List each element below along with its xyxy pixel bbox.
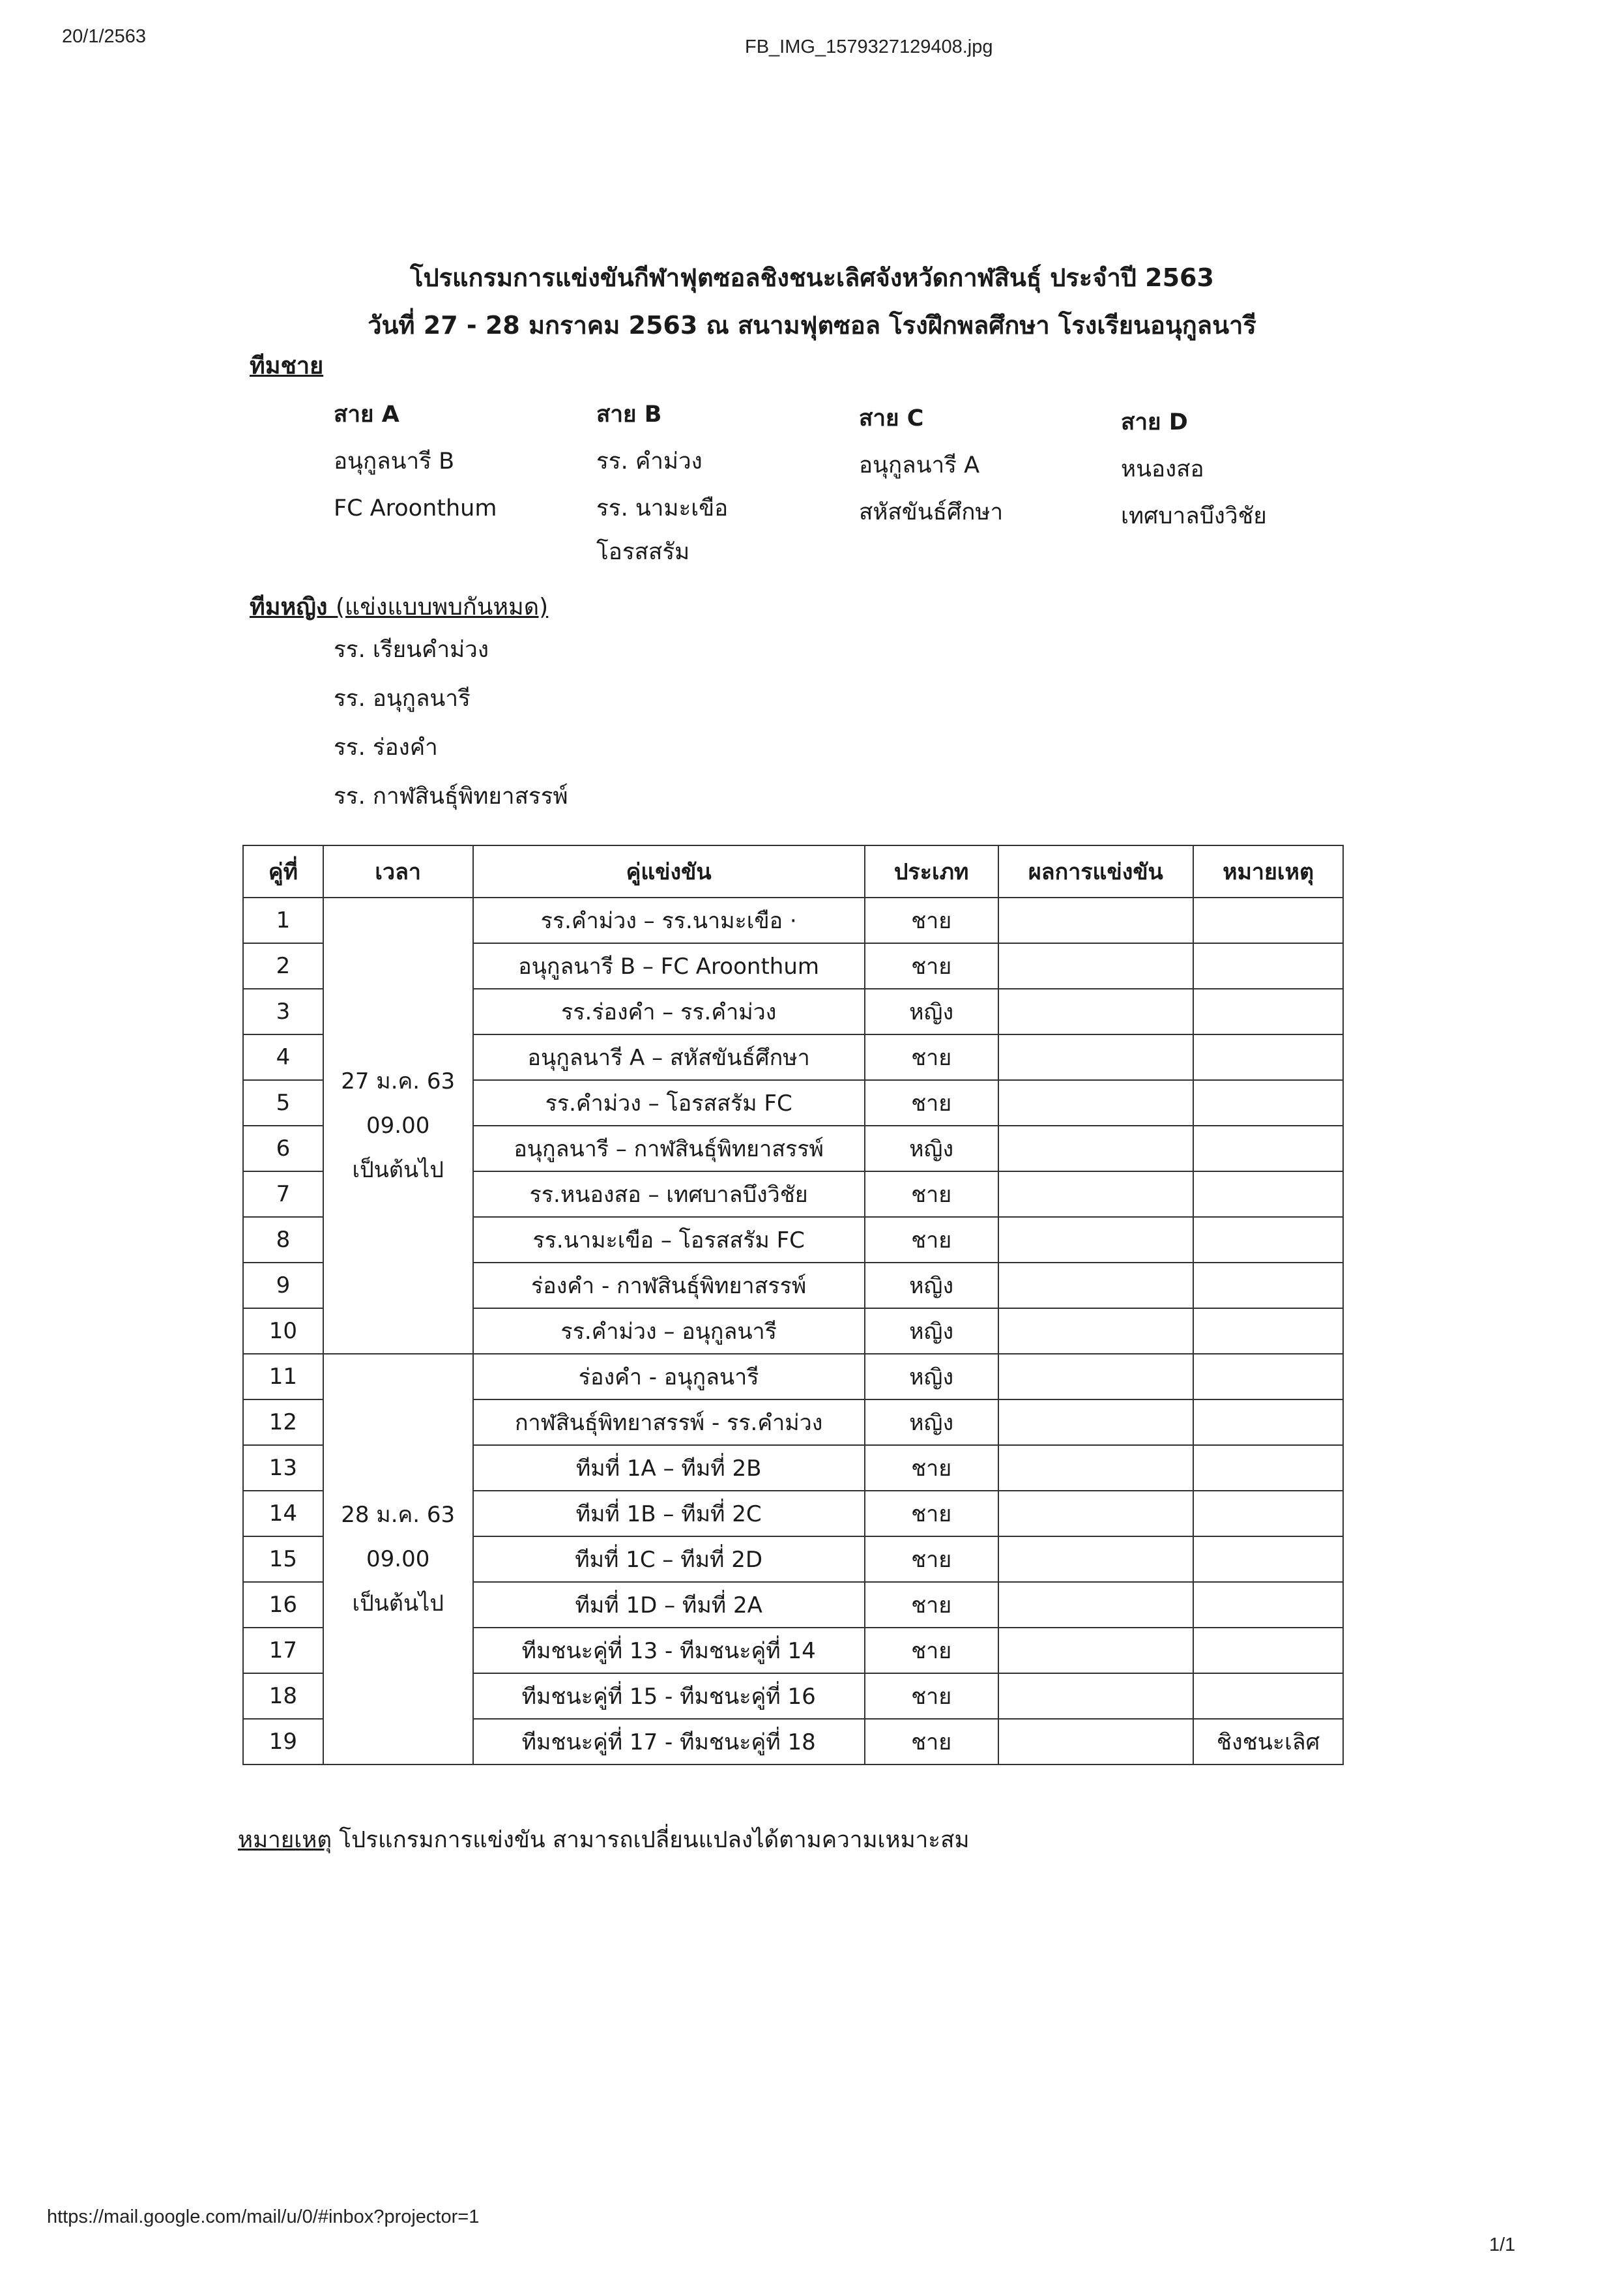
match-result bbox=[998, 1491, 1194, 1536]
match-note bbox=[1193, 1126, 1343, 1171]
match-note bbox=[1193, 898, 1343, 943]
group-name: สาย D bbox=[1121, 409, 1188, 435]
match-pairing: รร.นามะเขือ – โอรสสรัม FC bbox=[473, 1217, 865, 1263]
match-number: 11 bbox=[243, 1354, 323, 1399]
match-type: ชาย bbox=[865, 1080, 998, 1126]
match-result bbox=[998, 1217, 1194, 1263]
match-type: ชาย bbox=[865, 943, 998, 989]
men-group-c bbox=[859, 395, 1003, 536]
match-note bbox=[1193, 1034, 1343, 1080]
match-note bbox=[1193, 1171, 1343, 1217]
match-result bbox=[998, 1126, 1194, 1171]
match-type: ชาย bbox=[865, 1582, 998, 1628]
match-type: ชาย bbox=[865, 898, 998, 943]
column-header: เวลา bbox=[323, 845, 473, 898]
men-heading: ทีมชาย bbox=[250, 353, 324, 379]
match-type: หญิง bbox=[865, 1308, 998, 1354]
match-number: 16 bbox=[243, 1582, 323, 1628]
men-group-a bbox=[334, 391, 497, 532]
match-type: หญิง bbox=[865, 1399, 998, 1445]
match-number: 8 bbox=[243, 1217, 323, 1263]
match-number: 2 bbox=[243, 943, 323, 989]
match-type: ชาย bbox=[865, 1445, 998, 1491]
time-block-day2 bbox=[323, 1354, 473, 1764]
match-pairing: ร่องคำ - อนุกูลนารี bbox=[473, 1354, 865, 1399]
match-note bbox=[1193, 1354, 1343, 1399]
match-note bbox=[1193, 1080, 1343, 1126]
match-pairing: รร.คำม่วง – โอรสสรัม FC bbox=[473, 1080, 865, 1126]
match-result bbox=[998, 1308, 1194, 1354]
table-header-row bbox=[243, 845, 1343, 898]
match-result bbox=[998, 1354, 1194, 1399]
group-team: รร. คำม่วง bbox=[596, 448, 703, 475]
match-pairing: รร.ร่องคำ – รร.คำม่วง bbox=[473, 989, 865, 1034]
match-pairing: รร.คำม่วง – อนุกูลนารี bbox=[473, 1308, 865, 1354]
time-block-time: 09.00 bbox=[366, 1113, 430, 1139]
match-note bbox=[1193, 1628, 1343, 1673]
match-note: ชิงชนะเลิศ bbox=[1193, 1719, 1343, 1764]
match-number: 9 bbox=[243, 1263, 323, 1308]
time-block-label: เป็นต้นไป bbox=[352, 1590, 444, 1617]
match-result bbox=[998, 1034, 1194, 1080]
column-header: ประเภท bbox=[865, 845, 998, 898]
match-result bbox=[998, 1673, 1194, 1719]
print-date: 20/1/2563 bbox=[62, 26, 147, 47]
group-name: สาย C bbox=[859, 405, 924, 432]
match-type: หญิง bbox=[865, 989, 998, 1034]
print-url: https://mail.google.com/mail/u/0/#inbox?projector=1 bbox=[47, 2206, 480, 2227]
women-team: รร. อนุกูลนารี bbox=[334, 686, 471, 712]
match-type: ชาย bbox=[865, 1171, 998, 1217]
match-number: 1 bbox=[243, 898, 323, 943]
match-result bbox=[998, 1399, 1194, 1445]
match-type: ชาย bbox=[865, 1673, 998, 1719]
document-title-line1: โปรแกรมการแข่งขันกีฬาฟุตซอลชิงชนะเลิศจังหวัดกาฬสินธุ์ ประจำปี 2563 bbox=[410, 263, 1214, 292]
match-number: 17 bbox=[243, 1628, 323, 1673]
group-team: โอรสสรัม bbox=[596, 539, 690, 565]
group-team: หนองสอ bbox=[1121, 456, 1204, 482]
match-pairing: รร.หนองสอ – เทศบาลบึงวิชัย bbox=[473, 1171, 865, 1217]
group-team: FC Aroonthum bbox=[334, 495, 497, 521]
match-number: 18 bbox=[243, 1673, 323, 1719]
match-pairing: ทีมที่ 1C – ทีมที่ 2D bbox=[473, 1536, 865, 1582]
time-block-time: 09.00 bbox=[366, 1546, 430, 1572]
women-heading-subtitle: (แข่งแบบพบกันหมด) bbox=[336, 594, 549, 621]
document-title-line2: วันที่ 27 - 28 มกราคม 2563 ณ สนามฟุตซอล โรงฝึกพลศึกษา โรงเรียนอนุกูลนารี bbox=[368, 311, 1256, 340]
match-type: ชาย bbox=[865, 1217, 998, 1263]
match-pairing: ทีมชนะคู่ที่ 17 - ทีมชนะคู่ที่ 18 bbox=[473, 1719, 865, 1764]
women-heading-label: ทีมหญิง bbox=[250, 594, 328, 621]
match-note bbox=[1193, 1217, 1343, 1263]
match-note bbox=[1193, 1445, 1343, 1491]
match-note bbox=[1193, 1308, 1343, 1354]
match-number: 4 bbox=[243, 1034, 323, 1080]
women-heading bbox=[250, 588, 548, 625]
match-number: 6 bbox=[243, 1126, 323, 1171]
match-note bbox=[1193, 1536, 1343, 1582]
men-group-b bbox=[596, 391, 728, 576]
group-team: รร. นามะเขือ bbox=[596, 495, 729, 521]
match-number: 10 bbox=[243, 1308, 323, 1354]
men-group-d bbox=[1121, 399, 1267, 540]
women-team: รร. กาฬสินธุ์พิทยาสรรพ์ bbox=[334, 783, 568, 810]
match-note bbox=[1193, 989, 1343, 1034]
match-pairing: ร่องคำ - กาฬสินธุ์พิทยาสรรพ์ bbox=[473, 1263, 865, 1308]
match-type: หญิง bbox=[865, 1126, 998, 1171]
match-pairing: ทีมที่ 1D – ทีมที่ 2A bbox=[473, 1582, 865, 1628]
match-number: 15 bbox=[243, 1536, 323, 1582]
match-number: 3 bbox=[243, 989, 323, 1034]
match-type: ชาย bbox=[865, 1491, 998, 1536]
match-result bbox=[998, 1080, 1194, 1126]
time-block-date: 28 ม.ค. 63 bbox=[341, 1502, 456, 1528]
match-number: 13 bbox=[243, 1445, 323, 1491]
table-row bbox=[243, 1354, 1343, 1399]
group-team: อนุกูลนารี A bbox=[859, 452, 980, 478]
match-type: ชาย bbox=[865, 1628, 998, 1673]
match-pairing: กาฬสินธุ์พิทยาสรรพ์ - รร.คำม่วง bbox=[473, 1399, 865, 1445]
match-pairing: ทีมชนะคู่ที่ 15 - ทีมชนะคู่ที่ 16 bbox=[473, 1673, 865, 1719]
column-header: ผลการแข่งขัน bbox=[998, 845, 1194, 898]
match-number: 14 bbox=[243, 1491, 323, 1536]
column-header: คู่แข่งขัน bbox=[473, 845, 865, 898]
print-page-number: 1/1 bbox=[1489, 2234, 1516, 2255]
match-result bbox=[998, 1171, 1194, 1217]
match-type: ชาย bbox=[865, 1536, 998, 1582]
match-pairing: ทีมชนะคู่ที่ 13 - ทีมชนะคู่ที่ 14 bbox=[473, 1628, 865, 1673]
match-note bbox=[1193, 1399, 1343, 1445]
match-note bbox=[1193, 1263, 1343, 1308]
match-result bbox=[998, 1536, 1194, 1582]
match-result bbox=[998, 1628, 1194, 1673]
footnote bbox=[238, 1822, 970, 1858]
match-type: ชาย bbox=[865, 1719, 998, 1764]
match-number: 7 bbox=[243, 1171, 323, 1217]
women-team: รร. ร่องคำ bbox=[334, 735, 438, 761]
match-result bbox=[998, 1719, 1194, 1764]
women-team-list bbox=[334, 626, 568, 821]
match-note bbox=[1193, 943, 1343, 989]
match-result bbox=[998, 1445, 1194, 1491]
match-note bbox=[1193, 1673, 1343, 1719]
match-type: หญิง bbox=[865, 1263, 998, 1308]
schedule-table bbox=[242, 845, 1344, 1765]
match-type: ชาย bbox=[865, 1034, 998, 1080]
match-pairing: ทีมที่ 1A – ทีมที่ 2B bbox=[473, 1445, 865, 1491]
match-type: หญิง bbox=[865, 1354, 998, 1399]
footnote-label: หมายเหตุ bbox=[238, 1827, 332, 1853]
group-team: อนุกูลนารี B bbox=[334, 448, 455, 475]
match-pairing: รร.คำม่วง – รร.นามะเขือ · bbox=[473, 898, 865, 943]
match-pairing: อนุกูลนารี – กาฬสินธุ์พิทยาสรรพ์ bbox=[473, 1126, 865, 1171]
match-result bbox=[998, 989, 1194, 1034]
column-header: หมายเหตุ bbox=[1193, 845, 1343, 898]
match-number: 19 bbox=[243, 1719, 323, 1764]
time-block-label: เป็นต้นไป bbox=[352, 1157, 444, 1183]
match-result bbox=[998, 1582, 1194, 1628]
match-number: 5 bbox=[243, 1080, 323, 1126]
match-result bbox=[998, 1263, 1194, 1308]
women-team: รร. เรียนคำม่วง bbox=[334, 637, 489, 663]
match-note bbox=[1193, 1582, 1343, 1628]
match-result bbox=[998, 898, 1194, 943]
match-pairing: อนุกูลนารี B – FC Aroonthum bbox=[473, 943, 865, 989]
group-name: สาย B bbox=[596, 402, 662, 428]
match-result bbox=[998, 943, 1194, 989]
group-name: สาย A bbox=[334, 402, 399, 428]
match-pairing: อนุกูลนารี A – สหัสขันธ์ศึกษา bbox=[473, 1034, 865, 1080]
table-row bbox=[243, 898, 1343, 943]
footnote-text: โปรแกรมการแข่งขัน สามารถเปลี่ยนแปลงได้ตามความเหมาะสม bbox=[339, 1827, 970, 1853]
group-team: เทศบาลบึงวิชัย bbox=[1121, 503, 1267, 529]
match-number: 12 bbox=[243, 1399, 323, 1445]
column-header: คู่ที่ bbox=[243, 845, 323, 898]
match-pairing: ทีมที่ 1B – ทีมที่ 2C bbox=[473, 1491, 865, 1536]
match-note bbox=[1193, 1491, 1343, 1536]
time-block-date: 27 ม.ค. 63 bbox=[341, 1068, 456, 1094]
time-block-day1 bbox=[323, 898, 473, 1354]
group-team: สหัสขันธ์ศึกษา bbox=[859, 499, 1004, 525]
print-filename: FB_IMG_1579327129408.jpg bbox=[745, 37, 993, 57]
